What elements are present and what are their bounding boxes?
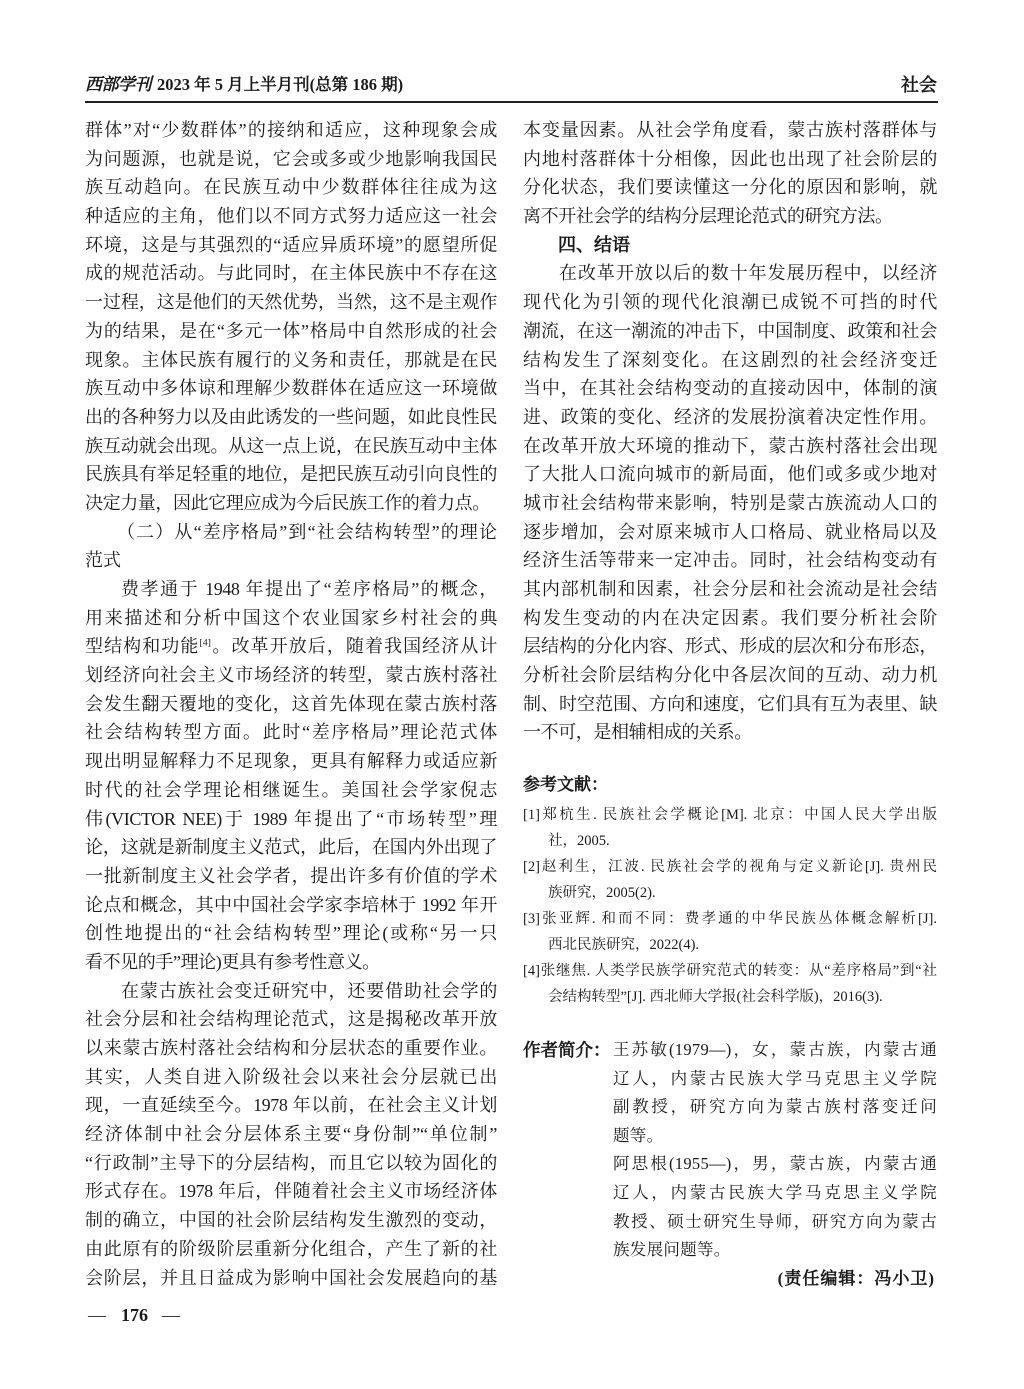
text-line: 族互动趋向。在民族互动中少数群体往往成为这 [85,177,497,198]
text-line: 创性地提出的“社会结构转型”理论(或称“另一只 [85,923,497,944]
reference-line: 族研究，2005(2). [548,885,656,901]
text-line: 由此原有的阶级阶层重新分化组合，产生了新的社 [85,1238,497,1259]
text-line: 其内部机制和因素，社会分层和社会流动是社会结 [523,579,937,599]
text-line: 层结构的分化内容、形式、形成的层次和分布形态， [523,636,937,657]
reference-item [523,854,937,906]
issue-info: 2023 年 5 月上半月刊(总第 186 期) [157,75,404,94]
text-line: 伟(VICTOR NEE)于 1989 年提出了“市场转型”理 [85,808,497,829]
author-bio-line: 阿思根(1955—)，男，蒙古族，内蒙古通 [613,1154,937,1174]
text-line: 成的规范活动。与此同时，在主体民族中不存在这 [85,263,497,284]
text-line: 在改革开放大环境的推动下，蒙古族村落社会出现 [523,435,937,456]
text-line: 分化状态，我们要读懂这一分化的原因和影响，就 [523,177,937,198]
paragraph [523,259,937,747]
author-bio-line: 题等。 [613,1125,664,1145]
reference-item [523,802,937,854]
reference-line: 会结构转型”[J]. 西北师大学报(社会科学版)，2016(3). [548,989,883,1005]
citation-superscript: [4] [199,637,211,649]
author-bio-line: 辽人，内蒙古民族大学马克思主义学院 [613,1182,937,1202]
text-segment: 型结构和功能 [85,636,200,657]
text-line: 论点和概念，其中中国社会学家李培林于 1992 年开 [85,894,497,915]
text-line: 形式存在。1978 年后，伴随着社会主义市场经济体 [85,1181,497,1202]
responsible-editor: (责任编辑：冯小卫) [777,1268,935,1288]
text-line: 当中，在其社会结构变动的直接动因中，体制的演 [523,378,937,399]
text-line: 现，一直延续至今。1978 年以前，在社会主义计划 [85,1095,497,1116]
reference-line: [1]郑杭生. 民族社会学概论[M]. 北京：中国人民大学出版 [523,807,937,823]
section-subheading [85,518,497,575]
text-line: 会阶层，并且日益成为影响中国社会发展趋向的基 [85,1267,497,1288]
journal-logo: 西部学刊 [85,75,151,94]
text-line: 其实，人类自进入阶级社会以来社会分层就已出 [85,1066,497,1087]
text-line: 了大批人口流向城市的新局面，他们或多或少地对 [523,464,937,485]
text-line: 逐步增加，会对原来城市人口格局、就业格局以及 [523,521,937,542]
right-column [523,116,937,747]
references-list [523,802,937,1010]
page-number: 176 [121,1305,148,1325]
header-divider [85,101,938,103]
text-segment: 。改革开放后，随着我国经济从计 [210,636,497,657]
reference-item [523,958,937,1010]
text-line: 本变量因素。从社会学角度看，蒙古族村落群体与 [523,120,937,140]
page-footer [88,1302,181,1328]
author-info-label: 作者简介： [523,1040,611,1060]
section-heading: 四、结语 [558,234,630,255]
text-line: 制的确立，中国的社会阶层结构发生激烈的变动， [85,1210,497,1231]
text-line: 看不见的手”理论)更具有参考性意义。 [85,951,380,972]
paragraph-continued [523,116,937,231]
author-bio-line: 副教授，研究方向为蒙古族村落变迁问 [613,1097,937,1117]
text-line: 在改革开放以后的数十年发展历程中，以经济 [559,263,937,284]
text-line: 论，这就是新制度主义范式，此后，在国内外出现了 [85,837,497,858]
author-bio-line: 王苏敏(1979—)，女，蒙古族，内蒙古通 [613,1040,937,1059]
paragraph [85,977,497,1293]
text-line: 城市社会结构带来影响，特别是蒙古族流动人口的 [523,492,937,513]
text-line: 现出明显解释力不足现象，更具有解释力或适应新 [85,751,497,772]
text-line: 民族具有举足轻重的地位，是把民族互动引向良性的 [85,464,497,485]
left-column [85,116,497,1292]
text-line: 为的结果，是在“多元一体”格局中自然形成的社会 [85,320,497,341]
author-bio-line: 族发展问题等。 [613,1240,731,1260]
text-line: 现代化为引领的现代化浪潮已成锐不可挡的时代 [523,292,937,313]
subheading-line: （二）从“差序格局”到“社会结构转型”的理论 [117,521,497,542]
reference-line: 西北民族研究，2022(4). [548,937,700,953]
text-line: 经济体制中社会分层体系主要“身份制”“单位制” [85,1124,497,1145]
author-info [523,1036,937,1294]
text-line: “行政制”主导下的分层结构，而且它以较为固化的 [85,1152,497,1173]
footer-dash-right: — [162,1305,180,1325]
text-line: 决定力量，因此它理应成为今后民族工作的着力点。 [85,492,490,513]
text-line: 用来描述和分析中国这个农业国家乡村社会的典 [85,607,497,628]
text-line: 一过程，这是他们的天然优势，当然，这不是主观作 [85,292,497,313]
text-line: 社会分层和社会结构理论范式，这是揭秘改革开放 [85,1009,497,1030]
paragraph-continued [85,116,497,518]
text-line: 一批新制度主义社会学者，提出许多有价值的学术 [85,865,497,886]
text-line: 环境，这是与其强烈的“适应异质环境”的愿望所促 [85,234,497,255]
reference-item [523,906,937,958]
footer-dash-left: — [88,1305,106,1325]
text-line: 进、政策的变化、经济的发展扮演着决定性作用。 [523,406,937,427]
text-line: 群体”对“少数群体”的接纳和适应，这种现象会成 [85,120,497,140]
text-line: 为问题源，也就是说，它会或多或少地影响我国民 [85,148,497,169]
text-line: 现象。主体民族有履行的义务和责任，那就是在民 [85,349,497,370]
section-label: 社会 [901,75,937,95]
text-line: 结构发生了深刻变化。在这剧烈的社会经济变迁 [523,349,937,370]
author-bio [613,1150,937,1264]
text-line: 社会结构转型方面。此时“差序格局”理论范式体 [85,722,497,743]
text-line: 会发生翻天覆地的变化，这首先体现在蒙古族村落 [85,693,497,714]
text-line: 内地村落群体十分相像，因此也出现了社会阶层的 [523,148,937,169]
text-line: 制、时空范围、方向和速度，它们具有互为表里、缺 [523,693,937,714]
text-line: 划经济向社会主义市场经济的转型，蒙古族村落社 [85,665,497,686]
text-line: 族互动就会出现。从这一点上说，在民族互动中主体 [85,435,497,456]
text-line: 潮流，在这一潮流的冲击下，中国制度、政策和社会 [523,320,937,341]
text-line: 离不开社会学的结构分层理论范式的研究方法。 [523,206,893,227]
subheading-line: 范式 [85,550,121,571]
text-line: 费孝通于 1948 年提出了“差序格局”的概念， [121,579,497,599]
author-bio [613,1036,937,1150]
author-bios [613,1036,937,1265]
text-line: 在蒙古族社会变迁研究中，还要借助社会学的 [121,980,497,1001]
text-line: 分析社会阶层结构分化中各层次间的互动、动力机 [523,665,937,686]
reference-line: [2]赵利生，江波. 民族社会学的视角与定义新论[J]. 贵州民 [523,859,937,875]
text-line: 时代的社会学理论相继诞生。美国社会学家倪志 [85,779,497,800]
text-line: 以来蒙古族村落社会结构和分层状态的重要作业。 [85,1038,497,1058]
text-line: 一不可，是相辅相成的关系。 [523,722,752,743]
text-line: 种适应的主角，他们以不同方式努力适应这一社会 [85,206,497,227]
page-header [85,72,938,98]
author-bio-line: 教授、硕士研究生导师，研究方向为蒙古 [613,1211,937,1231]
author-bio-line: 辽人，内蒙古民族大学马克思主义学院 [613,1068,937,1088]
text-line: 族互动中多体谅和理解少数群体在适应这一环境做 [85,378,497,399]
reference-line: 社，2005. [548,833,610,849]
reference-line: [4]张继焦. 人类学民族学研究范式的转变：从“差序格局”到“社 [523,963,937,979]
text-line [85,632,497,661]
paragraph [85,575,497,977]
reference-line: [3]张亚辉. 和而不同：费孝通的中华民族丛体概念解析[J]. [523,911,937,927]
text-line: 构发生变动的内在决定因素。我们要分析社会阶 [523,607,937,628]
text-line: 经济生活等带来一定冲击。同时，社会结构变动有 [523,550,937,571]
references-title: 参考文献： [523,775,608,794]
text-line: 出的各种努力以及由此诱发的一些问题，如此良性民 [85,406,497,427]
